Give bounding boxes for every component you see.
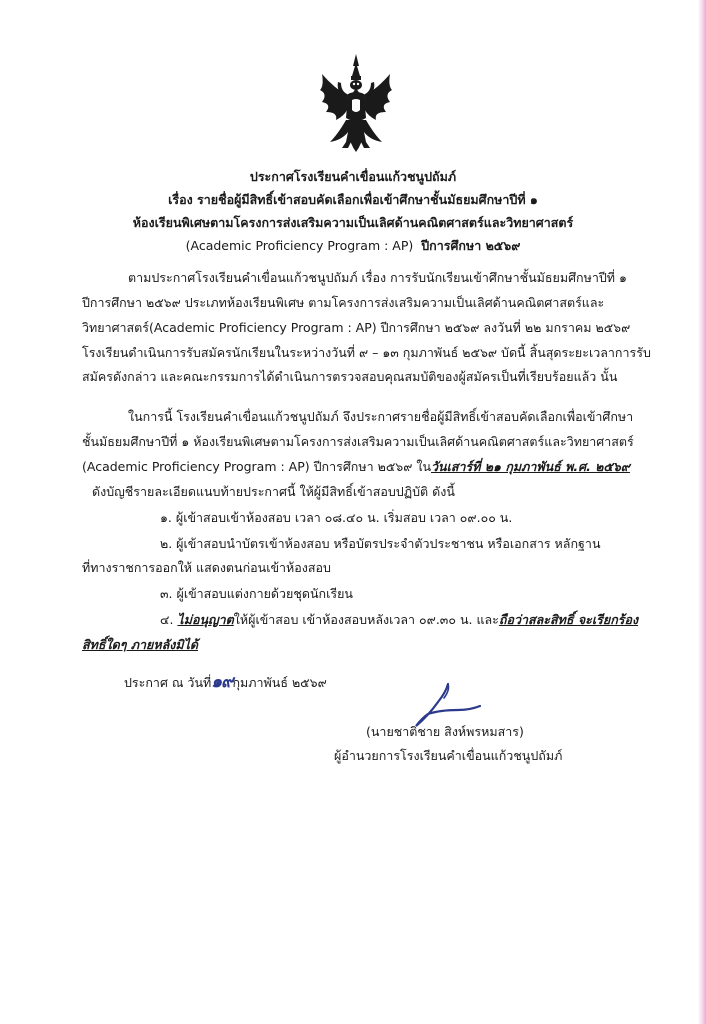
announcement-title: ประกาศโรงเรียนคำเขื่อนแก้วชนูปถัมภ์ [249, 169, 457, 184]
para2-line3 [82, 457, 642, 477]
rule-2-cont: ที่ทางราชการออกให้ แสดงตนก่อนเข้าห้องสอบ [82, 560, 331, 575]
rule-4-number: ๔. [160, 612, 178, 627]
rule-4-not-allowed: ไม่อนุญาต [177, 612, 234, 627]
exam-date: วันเสาร์ที่ ๒๑ กุมภาพันธ์ พ.ศ. ๒๕๖๙ [431, 459, 630, 474]
announcement-program: ห้องเรียนพิเศษตามโครงการส่งเสริมความเป็นเลิศด้านคณิตศาสตร์และวิทยาศาสตร์ [132, 215, 574, 230]
rule-3: ๓. ผู้เข้าสอบแต่งกายด้วยชุดนักเรียน [160, 586, 353, 601]
signer-name: (นายชาติชาย สิงห์พรหมสาร) [366, 724, 524, 739]
garuda-emblem [316, 52, 396, 160]
para2-line2: ชั้นมัธยมศึกษาปีที่ ๑ ห้องเรียนพิเศษตามโครงการส่งเสริมความเป็นเลิศด้านคณิตศาสตร์และวิทยาศาสตร์ [82, 434, 634, 449]
para2-line3-text: (Academic Proficiency Program : AP) ปีการศึกษา ๒๕๖๙ ใน [82, 459, 431, 474]
rule-4-text: ให้ผู้เข้าสอบ เข้าห้องสอบหลังเวลา ๐๙.๓๐ น. และ [233, 612, 499, 627]
rule-4-forfeit: ถือว่าสละสิทธิ์ จะเรียกร้อง [498, 612, 639, 627]
announcement-subject: เรื่อง รายชื่อผู้มีสิทธิ์เข้าสอบคัดเลือกเพื่อเข้าศึกษาชั้นมัธยมศึกษาปีที่ ๑ [168, 192, 538, 207]
program-name-en: (Academic Proficiency Program : AP) [185, 238, 414, 253]
rule-4-cont [82, 635, 642, 655]
para1-line2: ปีการศึกษา ๒๕๖๙ ประเภทห้องเรียนพิเศษ ตามโครงการส่งเสริมความเป็นเลิศด้านคณิตศาสตร์และ [82, 295, 605, 310]
date-suffix: กุมภาพันธ์ ๒๕๖๙ [232, 675, 327, 690]
academic-year: ปีการศึกษา ๒๕๖๙ [421, 238, 521, 253]
para2-line1: ในการนี้ โรงเรียนคำเขื่อนแก้วชนูปถัมภ์ จึงประกาศรายชื่อผู้มีสิทธิ์เข้าสอบคัดเลือกเพื่อเข้าศึกษา [128, 409, 634, 424]
para1-line3: วิทยาศาสตร์(Academic Proficiency Program : AP) ปีการศึกษา ๒๕๖๙ ลงวันที่ ๒๒ มกราคม ๒๕๖๙ [82, 320, 631, 335]
rule-1: ๑. ผู้เข้าสอบเข้าห้องสอบ เวลา ๐๘.๔๐ น. เริ่มสอบ เวลา ๐๙.๐๐ น. [160, 510, 513, 525]
handwritten-day: ๑๙ [211, 672, 233, 692]
para1-line4: โรงเรียนดำเนินการรับสมัครนักเรียนในระหว่างวันที่ ๙ – ๑๓ กุมภาพันธ์ ๒๕๖๙ บัดนี้ สิ้นสุดระยะเวลาการรับ [82, 345, 651, 360]
rule-4-no-claim: สิทธิ์ใดๆ ภายหลังมิได้ [82, 637, 199, 652]
para1-line1: ตามประกาศโรงเรียนคำเขื่อนแก้วชนูปถัมภ์ เรื่อง การรับนักเรียนเข้าศึกษาชั้นมัธยมศึกษาปีที่ ๑ [128, 270, 627, 285]
signer-position: ผู้อำนวยการโรงเรียนคำเขื่อนแก้วชนูปถัมภ์ [334, 748, 563, 763]
para1-line5: สมัครดังกล่าว และคณะกรรมการได้ดำเนินการตรวจสอบคุณสมบัติของผู้สมัครเป็นที่เรียบร้อยแล้ว นั้น [82, 369, 618, 384]
date-prefix: ประกาศ ณ วันที่ [124, 675, 212, 690]
announcement-program-en [60, 236, 646, 256]
rule-2: ๒. ผู้เข้าสอบนำบัตรเข้าห้องสอบ หรือบัตรประจำตัวประชาชน หรือเอกสาร หลักฐาน [160, 536, 601, 551]
rule-4 [160, 610, 706, 630]
para2-line4: ดังบัญชีรายละเอียดแนบท้ายประกาศนี้ ให้ผู้มีสิทธิ์เข้าสอบปฏิบัติ ดังนี้ [92, 484, 455, 499]
announcement-date [124, 668, 327, 695]
